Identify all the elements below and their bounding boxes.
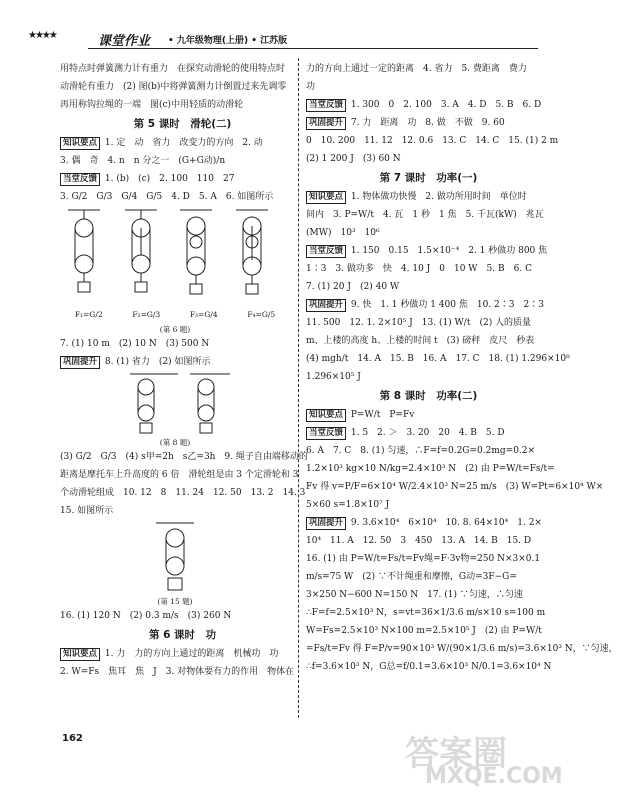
text-line: =Fs/t=Fv 得 F=P/v=90×10³ W/(90×1/3.6 m/s)=3.6×10³ N，∵匀速， [306, 644, 618, 654]
text-line: 动滑轮有重力 (2) 图(b)中将弹簧测力计倒置过来先调零 [60, 82, 287, 92]
text-line: 16. (1) 120 N (2) 0.3 m/s (3) 260 N [60, 611, 232, 621]
figure-caption: (第 6 题) [159, 325, 191, 334]
section-title-7: 第 7 课时 功率(一) [379, 172, 478, 184]
text-line: 10⁴ 11. A 12. 50 3 450 13. A 14. B 15. D [306, 536, 532, 546]
header-rule [88, 48, 538, 49]
text-line: 7. (1) 10 m (2) 10 N (3) 500 N [60, 339, 210, 349]
figure-6 [60, 206, 305, 324]
left-column [60, 60, 308, 681]
section-tag: 巩固提升 [306, 517, 346, 530]
text-line: 1.2×10³ kg×10 N/kg=2.4×10³ N (2) 由 P=W/t=Fs/t= [306, 464, 555, 474]
figure-label: F₃=G/4 [189, 310, 218, 319]
figure-label: F₂=G/3 [132, 310, 161, 319]
watermark-text: 答案圈 [405, 734, 507, 774]
text-line: 知识要点 1. 定 动 省力 改变力的方向 2. 动 [60, 134, 305, 152]
figure-label: F₁=G/2 [74, 310, 103, 319]
text-line: 知识要点 1. 物体做功快慢 2. 做功所用时间 单位时 [306, 188, 551, 206]
right-column [306, 60, 618, 676]
text-line: 2. W=Fs 焦耳 焦 J 3. 对物体要有力的作用 物体在 [60, 667, 295, 677]
section-title-8: 第 8 课时 功率(二) [379, 390, 478, 402]
book-subtitle: • 九年级物理(上册) • 江苏版 [168, 36, 288, 46]
watermark-logo [405, 726, 563, 792]
text-line: (4) mgh/t 14. A 15. B 16. A 17. C 18. (1) 1.296×10⁸ [306, 354, 570, 364]
text-line: 间内 3. P=W/t 4. 瓦 1 秒 1 焦 5. 千瓦(kW) 兆瓦 [306, 210, 544, 220]
text-line: Fv 得 v=P/F=6×10⁴ W/2.4×10³ N=25 m/s (3) W=Pt=6×10⁴ W× [306, 482, 604, 492]
text-line: 3. G/2 G/3 G/4 G/5 4. D 5. A 6. 如图所示 [60, 192, 274, 202]
text-line: 3. 偶 奇 4. n n 分之一 (G+G动)/n [60, 156, 226, 166]
section-title-6: 第 6 课时 功 [148, 629, 217, 641]
section-tag: 当堂反馈 [306, 427, 346, 440]
text-line: 用特点时弹簧测力计有重力 在探究动滑轮的使用特点时 [60, 64, 286, 74]
text-line: 0 10. 200 11. 12 12. 0.6 13. C 14. C 15. (1) 2 m [306, 136, 559, 146]
section-tag: 知识要点 [60, 648, 100, 661]
text-line: (3) G/2 G/3 (4) s甲=2h s乙=3h 9. 绳子自由端移动的 [60, 452, 308, 462]
text-line: 当堂反馈 1. 5 2. ＞ 3. 20 20 4. B 5. D [306, 424, 551, 442]
figure-15 [60, 520, 305, 596]
pulley-diagram-15 [60, 520, 290, 596]
text-line: ∴f=3.6×10³ N，G总=f/0.1=3.6×10³ N/0.1=3.6×10⁴ N [306, 662, 552, 672]
page-number: 162 [62, 733, 83, 744]
text-line: 5×60 s=1.8×10⁷ J [306, 500, 390, 510]
text-line: 1.296×10⁵ J [306, 372, 361, 382]
section-tag: 知识要点 [306, 409, 346, 422]
text-line: 再用称钩拉绳的一端 图(c)中用轻质的动滑轮 [60, 100, 244, 110]
text-line: 个动滑轮组成 10. 12 8 11. 24 12. 50 13. 2 14. 3 [60, 488, 306, 498]
text-line: 力的方向上通过一定的距离 4. 省力 5. 费距离 费力 [306, 64, 527, 74]
text-line: 巩固提升 8. (1) 省力 (2) 如图所示 [60, 353, 305, 371]
stars-logo: ★★★★ [28, 30, 56, 41]
section-tag: 知识要点 [306, 191, 346, 204]
text-line: 当堂反馈 1. 150 0.15 1.5×10⁻⁴ 2. 1 秒做功 800 焦 [306, 242, 551, 260]
text-line: m、上楼的高度 h、上楼的时间 t (3) 磅秤 皮尺 秒表 [306, 336, 535, 346]
text-line: 11. 500 12. 1. 2×10⁵ J 13. (1) W/t (2) 人的质量 [306, 318, 532, 328]
pulley-diagrams [60, 206, 290, 310]
section-tag: 巩固提升 [306, 117, 346, 130]
pulley-diagram-8 [60, 371, 290, 437]
text-line: 知识要点 1. 力 力的方向上通过的距离 机械功 功 [60, 645, 305, 663]
section-tag: 知识要点 [60, 137, 100, 150]
text-line: 巩固提升 7. 力 距离 功 8. 做 不做 9. 60 [306, 114, 551, 132]
text-line: 15. 如图所示 [60, 506, 114, 516]
section-tag: 巩固提升 [306, 299, 346, 312]
figure-caption: (第 15 题) [157, 597, 193, 606]
text-line: 巩固提升 9. 快 1. 1 秒做功 1 400 焦 10. 2∶3 2∶3 [306, 296, 551, 314]
section-tag: 当堂反馈 [306, 99, 346, 112]
text-line: 当堂反馈 1. (b) (c) 2. 100 110 27 [60, 170, 305, 188]
watermark-url: MXQE.COM [425, 764, 563, 789]
text-line: 7. (1) 20 J (2) 40 W [306, 282, 400, 292]
text-line: 距离是摩托车上升高度的 6 倍 滑轮组是由 3 个定滑轮和 3 [60, 470, 299, 480]
text-line: (2) 1 200 J (3) 60 N [306, 154, 401, 164]
section-tag: 当堂反馈 [306, 245, 346, 258]
section-tag: 巩固提升 [60, 356, 100, 369]
brand-title: 课堂作业 [98, 34, 151, 49]
text-line: m/s=75 W (2) ∵不计绳重和摩擦，G动=3F−G= [306, 572, 517, 582]
text-line: 知识要点 P=W/t P=Fv [306, 406, 551, 424]
figure-caption: (第 8 题) [159, 438, 191, 447]
text-line: 当堂反馈 1. 300 0 2. 100 3. A 4. D 5. B 6. D [306, 96, 551, 114]
text-line: 巩固提升 9. 3.6×10⁴ 6×10⁴ 10. 8. 64×10⁴ 1. 2× [306, 514, 551, 532]
figure-label: F₄=G/5 [247, 310, 276, 319]
text-line: 功 [306, 82, 316, 92]
text-line: ∴F=f=2.5×10³ N，s=vt=36×1/3.6 m/s×10 s=100 m [306, 608, 546, 618]
text-line: W=Fs=2.5×10³ N×100 m=2.5×10⁵ J (2) 由 P=W/t [306, 626, 542, 636]
section-title-5: 第 5 课时 滑轮(二) [133, 118, 232, 130]
text-line: 3×250 N−600 N=150 N 17. (1) ∵匀速，∴匀速 [306, 590, 523, 600]
section-tag: 当堂反馈 [60, 173, 100, 186]
page-header [28, 28, 538, 50]
text-line: 1∶3 3. 做功多 快 4. 10 J 0 10 W 5. B 6. C [306, 264, 532, 274]
text-line: 6. A 7. C 8. (1) 匀速，∴F=f=0.2G=0.2mg=0.2× [306, 446, 536, 456]
text-line: (MW) 10³ 10⁶ [306, 228, 380, 238]
text-line: 16. (1) 由 P=W/t=Fs/t=Fv绳=F·3v物=250 N×3×0.1 [306, 554, 541, 564]
figure-8 [60, 371, 305, 437]
